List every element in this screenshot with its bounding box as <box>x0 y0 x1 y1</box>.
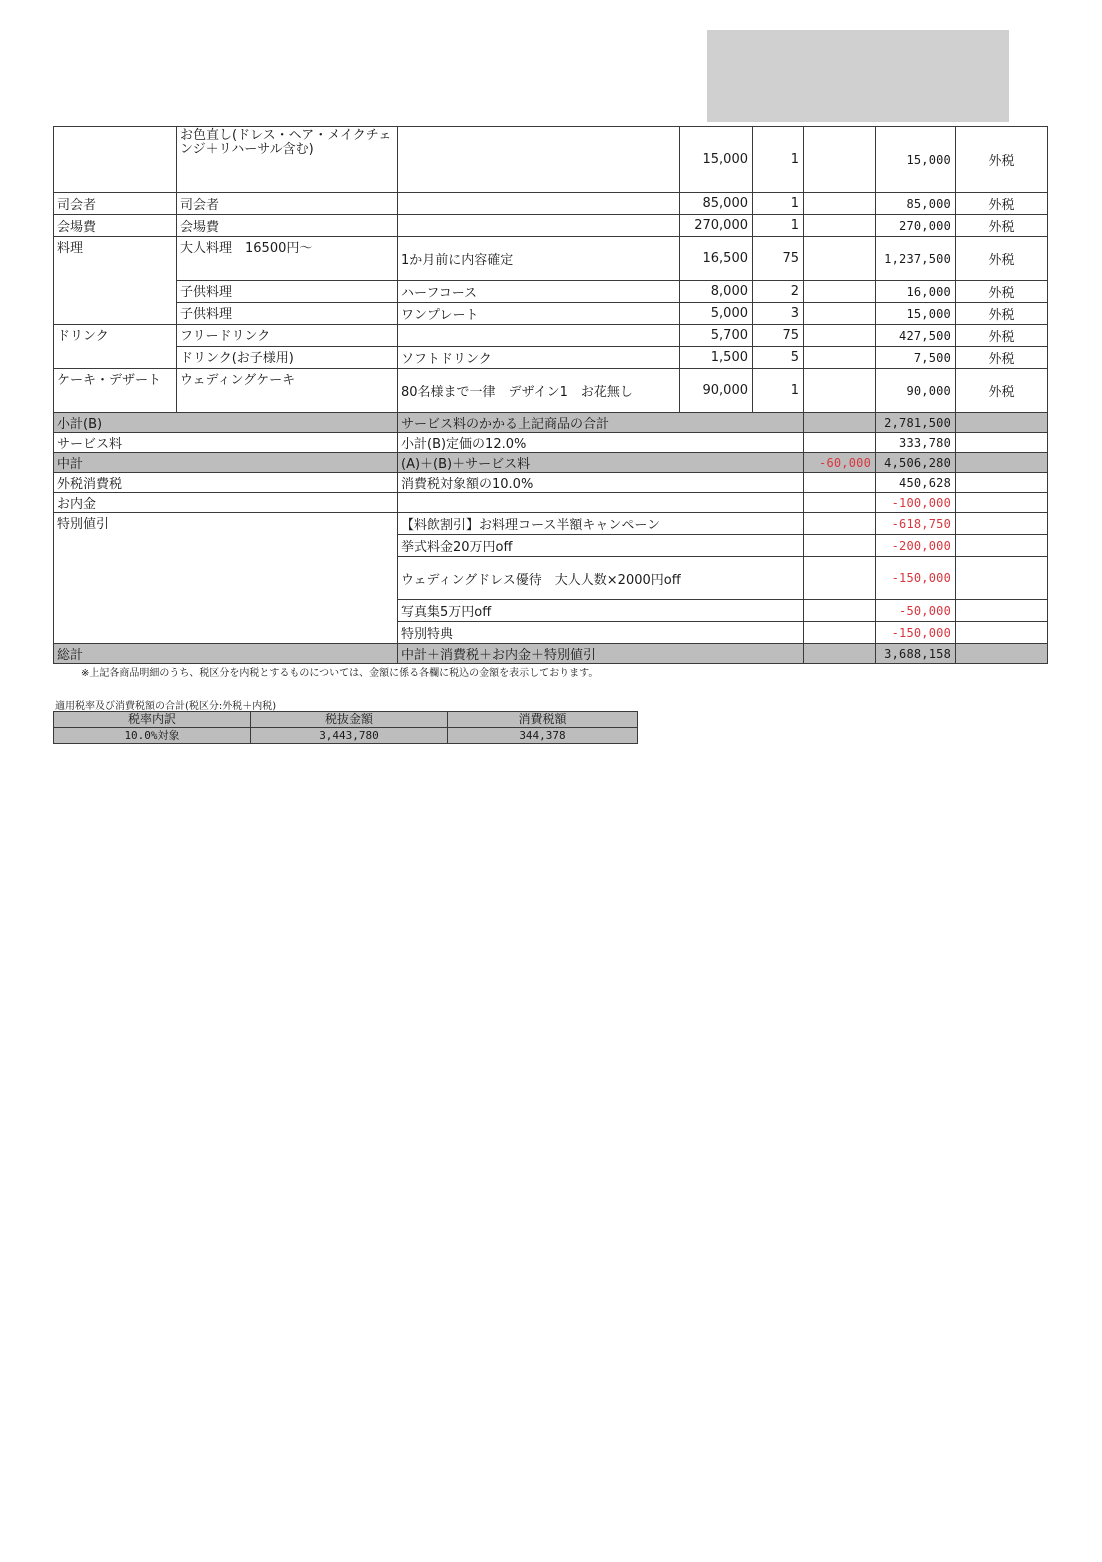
summary-desc <box>398 493 804 513</box>
adjust-cell <box>804 369 876 413</box>
table-row <box>54 193 1048 215</box>
discount-desc: ウェディングドレス優待 大人人数×2000円off <box>398 557 804 600</box>
unit-price-cell: 16,500 <box>680 237 753 281</box>
amount-cell: 16,000 <box>876 281 956 303</box>
discount-desc: 写真集5万円off <box>398 600 804 622</box>
note-cell <box>398 215 680 237</box>
table-row <box>54 347 1048 369</box>
tax-type-cell: 外税 <box>956 193 1048 215</box>
middle-total-row <box>54 453 1048 473</box>
discount-desc: 挙式料金20万円off <box>398 535 804 557</box>
tax-type-cell: 外税 <box>956 237 1048 281</box>
qty-cell: 1 <box>753 369 804 413</box>
tax-type-cell: 外税 <box>956 303 1048 325</box>
adjust-cell <box>804 303 876 325</box>
category-cell: 会場費 <box>54 215 177 237</box>
discount-amount: -150,000 <box>876 557 956 600</box>
discount-amount: -150,000 <box>876 622 956 644</box>
item-cell: ドリンク(お子様用) <box>177 347 398 369</box>
adjust-cell <box>804 325 876 347</box>
discount-amount: -618,750 <box>876 513 956 535</box>
summary-desc: サービス料のかかる上記商品の合計 <box>398 413 804 433</box>
item-cell: フリードリンク <box>177 325 398 347</box>
total-desc: 中計＋消費税＋お内金＋特別値引 <box>398 644 804 664</box>
item-cell: お色直し(ドレス・ヘア・メイクチェンジ＋リハーサル含む) <box>177 127 398 193</box>
note-cell: ハーフコース <box>398 281 680 303</box>
amount-cell: 270,000 <box>876 215 956 237</box>
summary-adjust: -60,000 <box>804 453 876 473</box>
unit-price-cell: 85,000 <box>680 193 753 215</box>
summary-amount: 450,628 <box>876 473 956 493</box>
item-cell: 会場費 <box>177 215 398 237</box>
unit-price-cell: 270,000 <box>680 215 753 237</box>
summary-amount: 4,506,280 <box>876 453 956 473</box>
adjust-cell <box>804 215 876 237</box>
qty-cell: 75 <box>753 237 804 281</box>
unit-price-cell: 5,000 <box>680 303 753 325</box>
adjust-cell <box>804 281 876 303</box>
total-amount: 3,688,158 <box>876 644 956 664</box>
table-row <box>54 303 1048 325</box>
summary-adjust <box>804 493 876 513</box>
service-charge-row <box>54 433 1048 453</box>
note-cell <box>398 193 680 215</box>
discount-desc: 【料飲割引】お料理コース半額キャンペーン <box>398 513 804 535</box>
qty-cell: 1 <box>753 127 804 193</box>
tax-type-cell: 外税 <box>956 325 1048 347</box>
category-cell: ドリンク <box>54 325 177 369</box>
discount-amount: -200,000 <box>876 535 956 557</box>
summary-desc: (A)＋(B)＋サービス料 <box>398 453 804 473</box>
tax-type-cell: 外税 <box>956 369 1048 413</box>
deposit-row <box>54 493 1048 513</box>
qty-cell: 5 <box>753 347 804 369</box>
note-cell: 80名様まで一律 デザイン1 お花無し <box>398 369 680 413</box>
amount-cell: 85,000 <box>876 193 956 215</box>
summary-label: サービス料 <box>54 433 398 453</box>
tax-summary-table <box>53 711 638 744</box>
note-cell <box>398 127 680 193</box>
qty-cell: 1 <box>753 193 804 215</box>
table-row <box>54 281 1048 303</box>
item-cell: 子供料理 <box>177 281 398 303</box>
discount-label: 特別値引 <box>54 513 398 644</box>
summary-amount: 333,780 <box>876 433 956 453</box>
item-cell: 子供料理 <box>177 303 398 325</box>
tax-summary-header: 税抜金額 <box>251 712 448 728</box>
adjust-cell <box>804 347 876 369</box>
table-row <box>54 369 1048 413</box>
category-cell: ケーキ・デザート <box>54 369 177 413</box>
summary-label: 中計 <box>54 453 398 473</box>
amount-cell: 15,000 <box>876 303 956 325</box>
tax-summary-header-row <box>54 712 638 728</box>
amount-cell: 90,000 <box>876 369 956 413</box>
unit-price-cell: 15,000 <box>680 127 753 193</box>
table-row <box>54 127 1048 193</box>
category-cell <box>54 127 177 193</box>
summary-label: 小計(B) <box>54 413 398 433</box>
table-row <box>54 237 1048 281</box>
discount-row <box>54 513 1048 535</box>
tax-note: ※上記各商品明細のうち、税区分を内税とするものについては、金額に係る各欄に税込の金額を表示しております。 <box>81 668 599 679</box>
note-cell <box>398 325 680 347</box>
tax-summary-header: 税率内訳 <box>54 712 251 728</box>
summary-label: お内金 <box>54 493 398 513</box>
table-row <box>54 215 1048 237</box>
qty-cell: 3 <box>753 303 804 325</box>
summary-adjust <box>804 473 876 493</box>
summary-amount: -100,000 <box>876 493 956 513</box>
total-label: 総計 <box>54 644 398 664</box>
item-cell: 司会者 <box>177 193 398 215</box>
summary-adjust <box>804 413 876 433</box>
qty-cell: 1 <box>753 215 804 237</box>
discount-desc: 特別特典 <box>398 622 804 644</box>
item-cell: 大人料理 16500円～ <box>177 237 398 281</box>
estimate-table <box>53 126 1048 664</box>
note-cell: ワンプレート <box>398 303 680 325</box>
amount-cell: 1,237,500 <box>876 237 956 281</box>
tax-rate-cell: 10.0%対象 <box>54 728 251 744</box>
consumption-tax-row <box>54 473 1048 493</box>
note-cell: 1か月前に内容確定 <box>398 237 680 281</box>
unit-price-cell: 5,700 <box>680 325 753 347</box>
summary-desc: 消費税対象額の10.0% <box>398 473 804 493</box>
tax-type-cell: 外税 <box>956 281 1048 303</box>
note-cell: ソフトドリンク <box>398 347 680 369</box>
redacted-block <box>707 30 1009 122</box>
subtotal-b-row <box>54 413 1048 433</box>
tax-type-cell: 外税 <box>956 215 1048 237</box>
grand-total-row <box>54 644 1048 664</box>
adjust-cell <box>804 237 876 281</box>
tax-summary-header: 消費税額 <box>448 712 638 728</box>
tax-summary-row <box>54 728 638 744</box>
item-cell: ウェディングケーキ <box>177 369 398 413</box>
unit-price-cell: 1,500 <box>680 347 753 369</box>
category-cell: 料理 <box>54 237 177 325</box>
summary-adjust <box>804 433 876 453</box>
amount-cell: 15,000 <box>876 127 956 193</box>
summary-amount: 2,781,500 <box>876 413 956 433</box>
qty-cell: 2 <box>753 281 804 303</box>
amount-cell: 427,500 <box>876 325 956 347</box>
unit-price-cell: 90,000 <box>680 369 753 413</box>
adjust-cell <box>804 193 876 215</box>
discount-amount: -50,000 <box>876 600 956 622</box>
amount-cell: 7,500 <box>876 347 956 369</box>
tax-amount-cell: 344,378 <box>448 728 638 744</box>
tax-type-cell: 外税 <box>956 347 1048 369</box>
pre-tax-amount-cell: 3,443,780 <box>251 728 448 744</box>
unit-price-cell: 8,000 <box>680 281 753 303</box>
summary-label: 外税消費税 <box>54 473 398 493</box>
adjust-cell <box>804 127 876 193</box>
tax-summary-caption: 適用税率及び消費税額の合計(税区分:外税＋内税) <box>55 701 277 712</box>
category-cell: 司会者 <box>54 193 177 215</box>
summary-desc: 小計(B)定価の12.0% <box>398 433 804 453</box>
tax-type-cell: 外税 <box>956 127 1048 193</box>
table-row <box>54 325 1048 347</box>
qty-cell: 75 <box>753 325 804 347</box>
